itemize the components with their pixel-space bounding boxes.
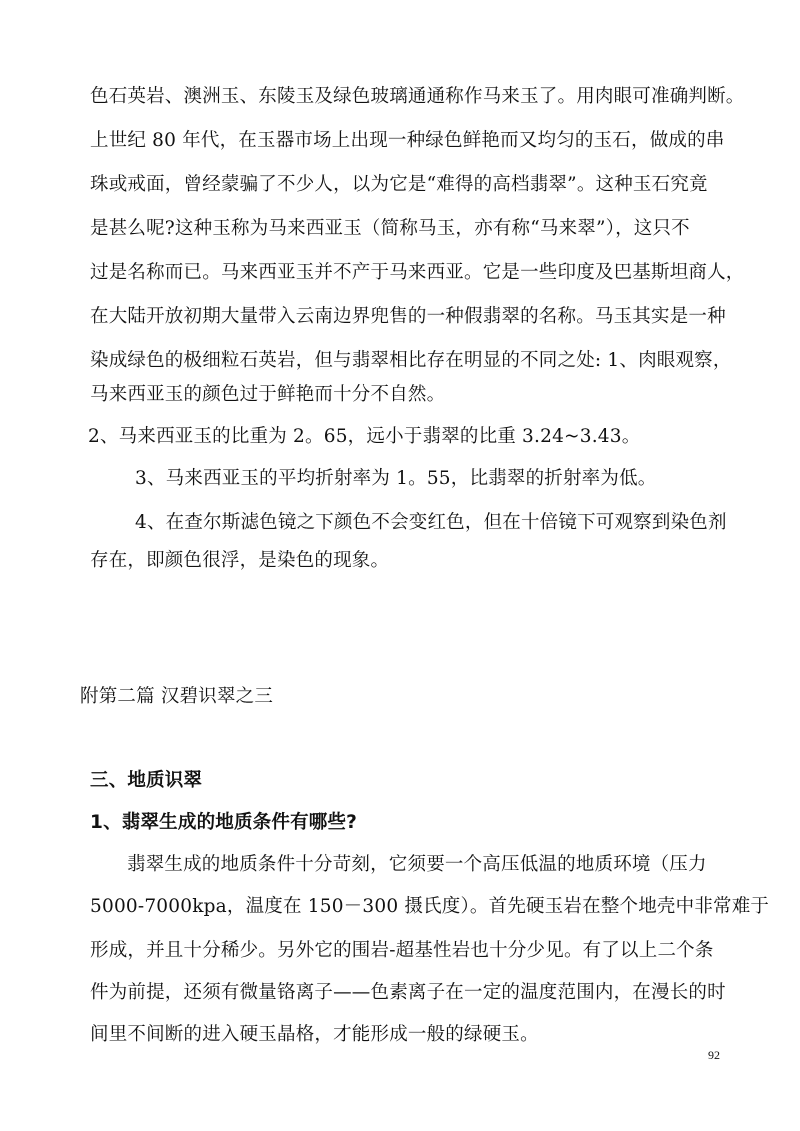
point-4-line-1: 4、在查尔斯滤色镜之下颜色不会变红色，但在十倍镜下可观察到染色剂 [135,512,727,533]
paragraph-line: 过是名称而已。马来西亚玉并不产于马来西亚。它是一些印度及巴基斯坦商人， [90,262,745,283]
paragraph-line: 色石英岩、澳洲玉、东陵玉及绿色玻璃通通称作马来玉了。用肉眼可准确判断。 [90,86,745,107]
appendix-title: 附第二篇 汉碧识翠之三 [80,686,274,707]
point-2: 2、马来西亚玉的比重为 2。65，远小于翡翠的比重 3.24~3.43。 [88,426,641,447]
paragraph-line: 5000-7000kpa，温度在 150－300 摄氏度）。首先硬玉岩在整个地壳中非常难于 [90,896,770,917]
point-4-line-2: 存在，即颜色很浮，是染色的现象。 [90,550,390,571]
page-number: 92 [708,1048,720,1062]
paragraph-line: 染成绿色的极细粒石英岩，但与翡翠相比存在明显的不同之处: 1、肉眼观察， [90,350,732,371]
paragraph-line: 上世纪 80 年代，在玉器市场上出现一种绿色鲜艳而又均匀的玉石，做成的串 [90,130,725,151]
paragraph-line: 间里不间断的进入硬玉晶格，才能形成一般的绿硬玉。 [90,1024,539,1045]
paragraph-line: 在大陆开放初期大量带入云南边界兜售的一种假翡翠的名称。马玉其实是一种 [90,306,726,327]
paragraph-line: 马来西亚玉的颜色过于鲜艳而十分不自然。 [90,384,446,405]
paragraph-line: 珠或戒面，曾经蒙骗了不少人，以为它是“难得的高档翡翠”。这种玉石究竟 [90,174,708,195]
paragraph-line: 是甚么呢?这种玉称为马来西亚玉（简称马玉，亦有称“马来翠”），这只不 [90,218,690,239]
section-heading: 三、地质识翠 [90,770,203,791]
point-3: 3、马来西亚玉的平均折射率为 1。55，比翡翠的折射率为低。 [135,468,657,489]
paragraph-line: 翡翠生成的地质条件十分苛刻，它须要一个高压低温的地质环境（压力 [127,854,707,875]
paragraph-line: 件为前提，还须有微量铬离子——色素离子在一定的温度范围内，在漫长的时 [90,982,726,1003]
paragraph-line: 形成，并且十分稀少。另外它的围岩-超基性岩也十分少见。有了以上二个条 [90,940,714,961]
question-heading: 1、翡翠生成的地质条件有哪些? [90,812,358,833]
